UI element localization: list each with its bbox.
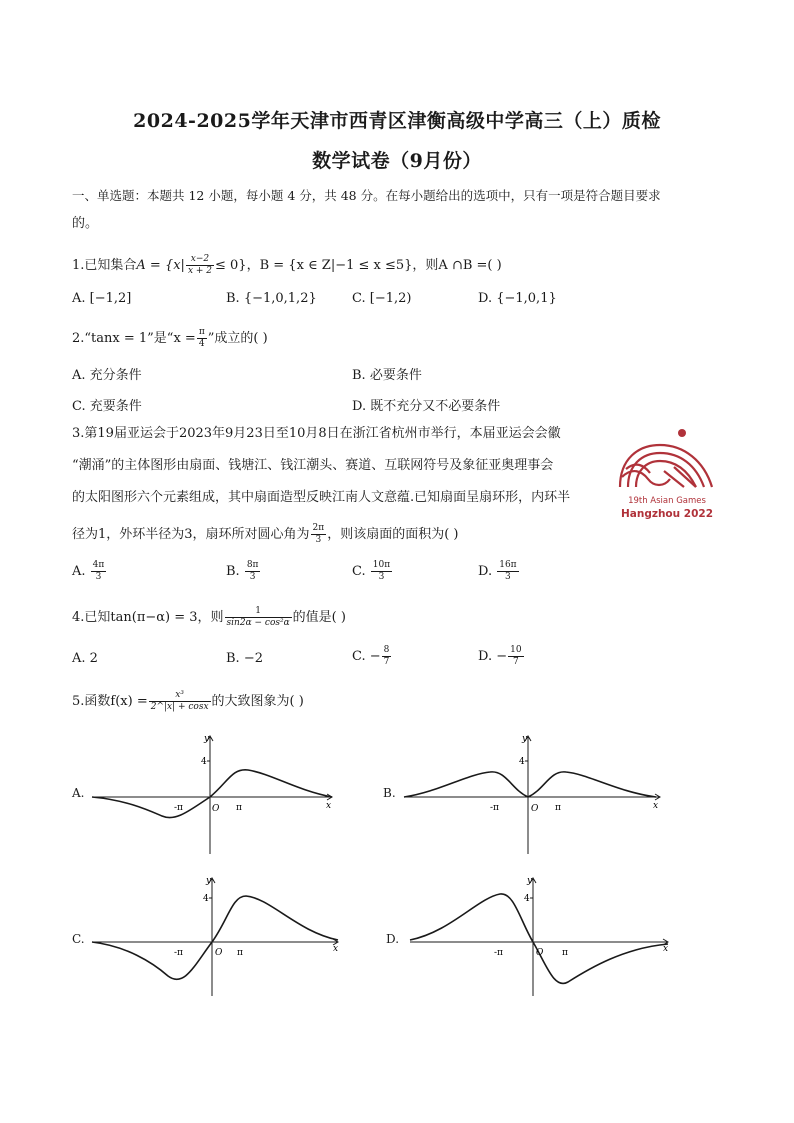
q1-prefix: 1.已知集合	[72, 258, 137, 273]
q4-option-c-frac	[382, 645, 392, 668]
graph-d-neg-pi: -π	[494, 948, 503, 958]
q3-option-a-den: 3	[95, 572, 102, 582]
q1-option-a[interactable]: A. [−1,2]	[72, 291, 132, 306]
q4-option-d-frac	[508, 645, 523, 668]
exam-title-line1: 2024-2025学年天津市西青区津衡高级中学高三（上）质检	[133, 110, 661, 132]
graph-b-pos-pi: π	[555, 803, 561, 813]
logo-wave-icon	[620, 445, 712, 487]
q3-line4-a: 径为1，外环半径为3，扇环所对圆心角为	[72, 527, 310, 542]
q2-frac-num: π	[198, 327, 205, 337]
q4-stem-a: 4.已知tan(π−α) = 3，则	[72, 610, 224, 625]
q3-option-c-frac	[371, 560, 392, 583]
graph-a-neg-pi: -π	[174, 803, 183, 813]
q4-option-a[interactable]	[72, 651, 98, 666]
asian-games-logo	[612, 425, 722, 525]
q3-option-c[interactable]	[352, 560, 393, 583]
q1-option-b[interactable]: B. {−1,0,1,2}	[226, 291, 317, 306]
q3-angle-num: 2π	[312, 523, 325, 533]
q1-set-a-rhs: ≤ 0}	[215, 258, 247, 273]
graph-b-x-label: x	[653, 801, 659, 811]
q4-option-d-num: 10	[510, 645, 522, 655]
graph-d[interactable]	[404, 872, 674, 1002]
q5-stem-b: 的大致图象为( )	[211, 694, 304, 709]
q3-option-b[interactable]	[226, 560, 261, 583]
q3-option-b-letter: B.	[226, 564, 240, 579]
q3-option-d-letter: D.	[478, 564, 493, 579]
q4-frac-num: 1	[225, 606, 292, 618]
graph-c-curve	[92, 896, 338, 979]
q2-stem-a: 2.“tanx = 1”是“x =	[72, 331, 196, 346]
graph-b[interactable]	[398, 730, 668, 860]
graph-c-y-label: y	[206, 876, 212, 886]
q1-frac-num: x−2	[186, 254, 214, 266]
q4-option-a-value: 2	[89, 651, 98, 666]
q3-option-a-frac	[91, 560, 107, 583]
q2-option-a[interactable]: A. 充分条件	[72, 368, 142, 383]
graph-c-origin: O	[215, 948, 223, 958]
q5-frac-den: 2^|x| + cosx	[150, 702, 209, 712]
q2-fraction	[197, 327, 207, 350]
graph-c[interactable]	[86, 872, 346, 1002]
question-2-stem	[72, 327, 268, 350]
section-heading-line1: 一、单选题：本题共 12 小题，每小题 4 分，共 48 分。在每小题给出的选项中，只有一项是符合题目要求	[72, 188, 661, 203]
q3-option-b-num: 8π	[246, 560, 259, 570]
q1-option-d[interactable]: D. {−1,0,1}	[478, 291, 557, 306]
q1-set-a-lhs: A = {x|	[136, 258, 185, 273]
graph-a-origin: O	[212, 804, 220, 814]
graph-a-x-label: x	[326, 801, 332, 811]
section-heading-line2: 的。	[72, 216, 99, 231]
q4-option-a-letter: A.	[72, 651, 86, 666]
q3-option-d-num: 16π	[499, 560, 517, 570]
q1-option-c[interactable]: C. [−1,2)	[352, 291, 412, 306]
logo-line1: 19th Asian Games	[628, 496, 706, 506]
q3-option-d[interactable]	[478, 560, 520, 583]
graph-c-x-label: x	[333, 944, 339, 954]
graph-c-pos-pi: π	[237, 948, 243, 958]
q3-option-a-num: 4π	[92, 560, 105, 570]
q2-option-d[interactable]: D. 既不充分又不必要条件	[352, 399, 501, 414]
graph-c-letter[interactable]: C.	[72, 932, 85, 946]
q3-angle-den: 3	[315, 535, 322, 545]
q4-option-c-sign: −	[369, 649, 381, 664]
q2-stem-b: ”成立的( )	[207, 331, 268, 346]
graph-c-neg-pi: -π	[174, 948, 183, 958]
graph-a-y-tick-label: 4	[201, 757, 207, 767]
graph-a-y-label: y	[204, 734, 210, 744]
q3-line2: “潮涌”的主体图形由扇面、钱塘江、钱江潮头、赛道、互联网符号及象征亚奥理事会	[72, 458, 554, 473]
graph-a-letter[interactable]: A.	[72, 786, 85, 800]
graph-a[interactable]	[86, 730, 346, 860]
graph-d-y-label: y	[527, 876, 533, 886]
question-4-stem	[72, 606, 346, 629]
q4-option-d-den: 7	[513, 657, 519, 667]
graph-d-y-tick-label: 4	[524, 894, 530, 904]
q3-option-d-frac	[497, 560, 518, 583]
graph-d-origin: O	[536, 948, 544, 958]
q2-option-c[interactable]: C. 充要条件	[72, 399, 142, 414]
q3-line4	[72, 523, 458, 546]
graph-d-letter[interactable]: D.	[386, 932, 400, 946]
q4-option-d-sign: −	[496, 649, 508, 664]
graph-d-x-label: x	[663, 944, 669, 954]
graph-b-neg-pi: -π	[490, 803, 499, 813]
graph-b-y-label: y	[522, 734, 528, 744]
q3-line3: 的太阳图形六个元素组成，其中扇面造型反映江南人文意蕴.已知扇面呈扇环形，内环半	[72, 490, 571, 505]
q1-frac-den: x + 2	[187, 266, 213, 276]
graph-b-letter[interactable]: B.	[383, 786, 396, 800]
q3-option-d-den: 3	[505, 572, 511, 582]
q3-option-c-letter: C.	[352, 564, 366, 579]
q3-option-c-den: 3	[378, 572, 385, 582]
graph-a-pos-pi: π	[236, 803, 242, 813]
logo-sun-icon	[678, 429, 686, 437]
q4-stem-b: 的值是( )	[292, 610, 346, 625]
q3-option-c-num: 10π	[372, 560, 391, 570]
q3-option-a-letter: A.	[72, 564, 86, 579]
graph-b-curve	[404, 772, 656, 797]
q4-option-d[interactable]	[478, 645, 525, 668]
q3-option-b-den: 3	[249, 572, 256, 582]
question-1-stem	[72, 254, 502, 277]
q4-option-d-letter: D.	[478, 649, 493, 664]
q1-fraction	[186, 254, 214, 277]
graph-b-y-tick-label: 4	[519, 757, 525, 767]
q4-option-c-num: 8	[383, 645, 390, 655]
q2-option-b[interactable]: B. 必要条件	[352, 368, 422, 383]
q3-line1: 3.第19届亚运会于2023年9月23日至10月8日在浙江省杭州市举行，本届亚运会会徽	[72, 426, 561, 441]
q3-option-a[interactable]	[72, 560, 107, 583]
q4-option-c-den: 7	[383, 657, 390, 667]
q4-option-c[interactable]	[352, 645, 392, 668]
q4-fraction	[225, 606, 292, 629]
graph-d-curve	[410, 894, 668, 984]
q3-line4-b: ，则该扇面的面积为( )	[327, 527, 459, 542]
q2-frac-den: 4	[198, 339, 205, 349]
q4-option-b[interactable]	[226, 651, 263, 666]
graph-c-y-tick-label: 4	[203, 894, 209, 904]
question-5-stem	[72, 690, 304, 713]
q5-fraction	[149, 690, 211, 713]
q4-option-b-letter: B.	[226, 651, 240, 666]
q1-suffix: ，B = {x ∈ Z|−1 ≤ x ≤5}，则A ∩B =( )	[246, 258, 502, 273]
q4-option-c-letter: C.	[352, 649, 366, 664]
q4-frac-den: sin2α − cos²α	[226, 618, 290, 628]
q3-option-b-frac	[245, 560, 261, 583]
exam-title-line2: 数学试卷（9月份）	[312, 150, 482, 172]
q3-angle-fraction	[311, 523, 327, 546]
q5-stem-a: 5.函数f(x) =	[72, 694, 148, 709]
q4-option-b-value: −2	[243, 651, 263, 666]
q5-frac-num: x³	[149, 690, 211, 702]
logo-line2: Hangzhou 2022	[620, 508, 714, 520]
graph-b-origin: O	[531, 804, 539, 814]
graph-d-pos-pi: π	[562, 948, 568, 958]
